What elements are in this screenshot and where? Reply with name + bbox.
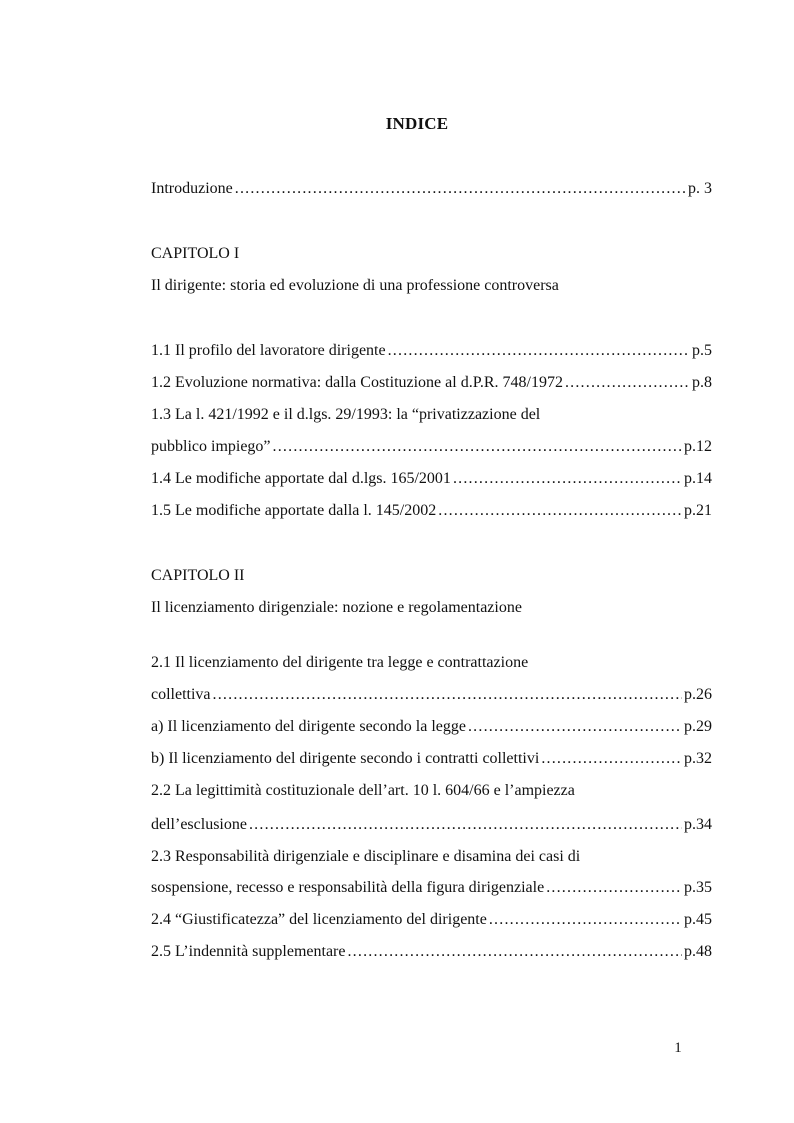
toc-entry-text: 1.1 Il profilo del lavoratore dirigente [151, 342, 386, 359]
toc-entry-text: b) Il licenziamento del dirigente secondo i contratti collettivi [151, 750, 540, 767]
toc-entry-page: p.26 [684, 686, 712, 703]
toc-entry-text: sospensione, recesso e responsabilità della figura dirigenziale [151, 879, 545, 896]
dot-leader [438, 500, 682, 522]
dot-leader [468, 716, 682, 738]
chapter-1-label: CAPITOLO I [151, 245, 240, 262]
toc-entry-1-1 [151, 340, 712, 362]
toc-entry-2-1-a [151, 716, 712, 738]
chapter-2-label: CAPITOLO II [151, 567, 245, 584]
toc-entry-2-2 [151, 814, 712, 836]
toc-entry-page: p.35 [684, 879, 712, 896]
toc-entry-1-2 [151, 372, 712, 394]
toc-entry-2-3-line1: 2.3 Responsabilità dirigenziale e disciplinare e disamina dei casi di [151, 848, 581, 865]
dot-leader [489, 909, 682, 931]
dot-leader [235, 178, 686, 200]
chapter-2-subtitle: Il licenziamento dirigenziale: nozione e regolamentazione [151, 599, 522, 616]
toc-entry-page: p. 3 [688, 180, 712, 197]
toc-entry-2-3 [151, 877, 712, 899]
toc-entry-page: p.8 [692, 374, 712, 391]
toc-entry-text: collettiva [151, 686, 211, 703]
toc-entry-1-3 [151, 436, 712, 458]
dot-leader [453, 468, 682, 490]
toc-entry-page: p.45 [684, 911, 712, 928]
toc-entry-page: p.29 [684, 718, 712, 735]
index-title: INDICE [385, 114, 449, 133]
toc-entry-text: 2.5 L’indennità supplementare [151, 943, 346, 960]
toc-entry-page: p.5 [692, 342, 712, 359]
toc-entry-2-2-line1: 2.2 La legittimità costituzionale dell’art. 10 l. 604/66 e l’ampiezza [151, 782, 575, 799]
toc-entry-text: Introduzione [151, 180, 233, 197]
page-number: 1 [674, 1040, 682, 1056]
dot-leader [249, 814, 682, 836]
toc-entry-text: a) Il licenziamento del dirigente secondo la legge [151, 718, 466, 735]
chapter-1-subtitle: Il dirigente: storia ed evoluzione di una professione controversa [151, 277, 559, 294]
dot-leader [347, 941, 682, 963]
dot-leader [388, 340, 690, 362]
toc-entry-text: 1.4 Le modifiche apportate dal d.lgs. 165/2001 [151, 470, 451, 487]
dot-leader [213, 684, 682, 706]
toc-entry-1-4 [151, 468, 712, 490]
toc-entry-text: pubblico impiego” [151, 438, 271, 455]
toc-entry-page: p.34 [684, 816, 712, 833]
toc-entry-text: 1.5 Le modifiche apportate dalla l. 145/2002 [151, 502, 437, 519]
toc-entry-1-5 [151, 500, 712, 522]
toc-entry-2-4 [151, 909, 712, 931]
toc-entry-introduzione [151, 178, 712, 200]
toc-entry-text: 1.2 Evoluzione normativa: dalla Costituzione al d.P.R. 748/1972 [151, 374, 563, 391]
dot-leader [541, 748, 682, 770]
toc-entry-2-5 [151, 941, 712, 963]
toc-entry-2-1-b [151, 748, 712, 770]
toc-entry-1-3-line1: 1.3 La l. 421/1992 e il d.lgs. 29/1993: la “privatizzazione del [151, 406, 541, 423]
toc-entry-page: p.12 [684, 438, 712, 455]
dot-leader [565, 372, 690, 394]
toc-entry-2-1-line1: 2.1 Il licenziamento del dirigente tra legge e contrattazione [151, 654, 529, 671]
toc-entry-2-1 [151, 684, 712, 706]
toc-entry-page: p.14 [684, 470, 712, 487]
toc-entry-text: 2.4 “Giustificatezza” del licenziamento del dirigente [151, 911, 487, 928]
toc-entry-page: p.32 [684, 750, 712, 767]
dot-leader [546, 877, 682, 899]
toc-entry-page: p.48 [684, 943, 712, 960]
dot-leader [273, 436, 682, 458]
toc-entry-text: dell’esclusione [151, 816, 247, 833]
toc-entry-page: p.21 [684, 502, 712, 519]
